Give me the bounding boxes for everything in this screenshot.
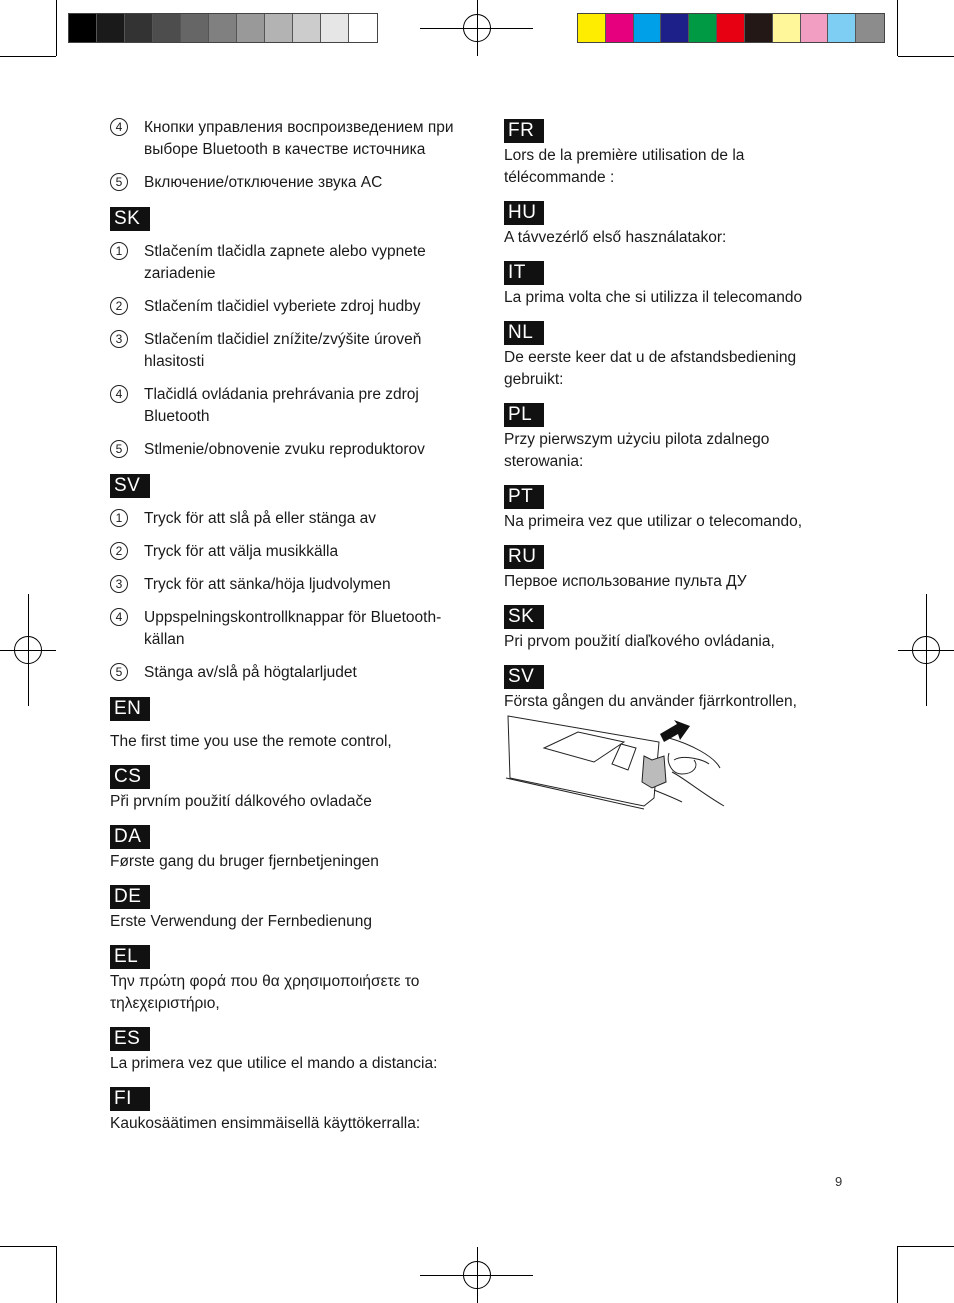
color-swatch	[773, 14, 801, 42]
color-swatch	[97, 14, 125, 42]
language-text: Na primeira vez que utilizar o telecomando,	[504, 513, 803, 530]
color-swatch	[293, 14, 321, 42]
item-number: 2	[110, 542, 128, 560]
left-column	[110, 117, 455, 1145]
language-text: La primera vez que utilice el mando a distancia:	[110, 1055, 438, 1072]
list-item	[110, 296, 455, 318]
list-item	[110, 574, 455, 596]
language-tag-cs: CS	[110, 765, 150, 789]
color-swatch	[689, 14, 717, 42]
language-tag-sk: SK	[504, 605, 544, 629]
crop-mark	[56, 0, 57, 56]
item-text: Tryck för att välja musikkälla	[144, 543, 339, 560]
list-item	[110, 329, 455, 373]
list-item	[110, 384, 455, 428]
crop-mark	[56, 1246, 57, 1303]
item-number: 5	[110, 440, 128, 458]
list-item	[110, 439, 455, 461]
color-swatch	[856, 14, 884, 42]
list-item	[110, 541, 455, 563]
item-number: 4	[110, 608, 128, 626]
language-text: Pri prvom použití diaľkového ovládania,	[504, 633, 775, 650]
color-swatch	[69, 14, 97, 42]
list-item	[110, 607, 455, 651]
list-item	[110, 241, 455, 285]
language-tag-sv: SV	[504, 665, 544, 689]
language-tag-hu: HU	[504, 201, 544, 225]
language-tag-es: ES	[110, 1027, 150, 1051]
item-text: Uppspelningskontrollknappar för Bluetooth-källan	[144, 609, 442, 648]
language-text: A távvezérlő első használatakor:	[504, 229, 727, 246]
item-text: Stlačením tlačidla zapnete alebo vypnete zariadenie	[144, 243, 426, 282]
item-text: Stlačením tlačidiel znížite/zvýšite úroveň hlasitosti	[144, 331, 422, 370]
color-swatch	[606, 14, 634, 42]
list-item	[110, 117, 455, 161]
crop-mark	[0, 56, 56, 57]
crop-mark	[0, 1246, 56, 1247]
language-text: Erste Verwendung der Fernbedienung	[110, 913, 372, 930]
language-tag-de: DE	[110, 885, 150, 909]
item-number: 2	[110, 297, 128, 315]
color-swatch	[153, 14, 181, 42]
language-text: Første gang du bruger fjernbetjeningen	[110, 853, 379, 870]
crop-mark	[898, 1246, 954, 1247]
item-number: 5	[110, 173, 128, 191]
language-text: Kaukosäätimen ensimmäisellä käyttökerralla:	[110, 1115, 421, 1132]
language-text: Przy pierwszym użyciu pilota zdalnego sterowania:	[504, 431, 770, 470]
list-item	[110, 172, 455, 194]
language-text: Первое использование пульта ДУ	[504, 573, 747, 590]
item-text: Stänga av/slå på högtalarljudet	[144, 664, 357, 681]
color-swatch	[349, 14, 377, 42]
language-text: La prima volta che si utilizza il telecomando	[504, 289, 803, 306]
item-number: 1	[110, 242, 128, 260]
list-item	[110, 662, 455, 684]
language-text: Lors de la première utilisation de la télécommande :	[504, 147, 745, 186]
language-tag-en: EN	[110, 697, 150, 721]
item-text: Tryck för att sänka/höja ljudvolymen	[144, 576, 391, 593]
item-number: 4	[110, 118, 128, 136]
language-tag-el: EL	[110, 945, 150, 969]
language-tag-ru: RU	[504, 545, 544, 569]
language-tag-sv: SV	[110, 474, 150, 498]
crop-mark	[898, 56, 954, 57]
crop-mark	[897, 1246, 898, 1303]
right-column	[504, 117, 834, 723]
language-tag-nl: NL	[504, 321, 544, 345]
item-number: 1	[110, 509, 128, 527]
item-number: 3	[110, 330, 128, 348]
item-text: Stlačením tlačidiel vyberiete zdroj hudby	[144, 298, 421, 315]
item-text: Tlačidlá ovládania prehrávania pre zdroj Bluetooth	[144, 386, 419, 425]
language-text: Första gången du använder fjärrkontrollen,	[504, 693, 797, 710]
item-text: Включение/отключение звука AC	[144, 174, 383, 191]
color-swatch	[717, 14, 745, 42]
language-text: De eerste keer dat u de afstandsbediening gebruikt:	[504, 349, 797, 388]
color-swatch	[801, 14, 829, 42]
process-color-bar	[577, 13, 885, 43]
color-swatch	[265, 14, 293, 42]
language-tag-pt: PT	[504, 485, 544, 509]
item-number: 4	[110, 385, 128, 403]
color-swatch	[237, 14, 265, 42]
grayscale-color-bar	[68, 13, 378, 43]
color-swatch	[321, 14, 349, 42]
item-number: 5	[110, 663, 128, 681]
color-swatch	[125, 14, 153, 42]
language-tag-sk: SK	[110, 207, 150, 231]
language-tag-fr: FR	[504, 119, 544, 143]
page-number: 9	[835, 1174, 843, 1189]
color-swatch	[661, 14, 689, 42]
language-tag-fi: FI	[110, 1087, 150, 1111]
language-text: Při prvním použití dálkového ovladače	[110, 793, 372, 810]
item-text: Кнопки управления воспроизведением при выборе Bluetooth в качестве источника	[144, 119, 454, 158]
language-tag-da: DA	[110, 825, 150, 849]
color-swatch	[634, 14, 662, 42]
color-swatch	[745, 14, 773, 42]
item-number: 3	[110, 575, 128, 593]
item-text: Stlmenie/obnovenie zvuku reproduktorov	[144, 441, 425, 458]
item-text: Tryck för att slå på eller stänga av	[144, 510, 377, 527]
crop-mark	[897, 0, 898, 56]
color-swatch	[828, 14, 856, 42]
language-tag-pl: PL	[504, 403, 544, 427]
remote-battery-tab-illustration	[504, 708, 729, 813]
list-item	[110, 508, 455, 530]
color-swatch	[181, 14, 209, 42]
language-text: The first time you use the remote control,	[110, 733, 392, 750]
language-text: Την πρώτη φορά που θα χρησιμοποιήσετε το τηλεχειριστήριο,	[110, 973, 420, 1012]
color-swatch	[578, 14, 606, 42]
language-tag-it: IT	[504, 261, 544, 285]
color-swatch	[209, 14, 237, 42]
